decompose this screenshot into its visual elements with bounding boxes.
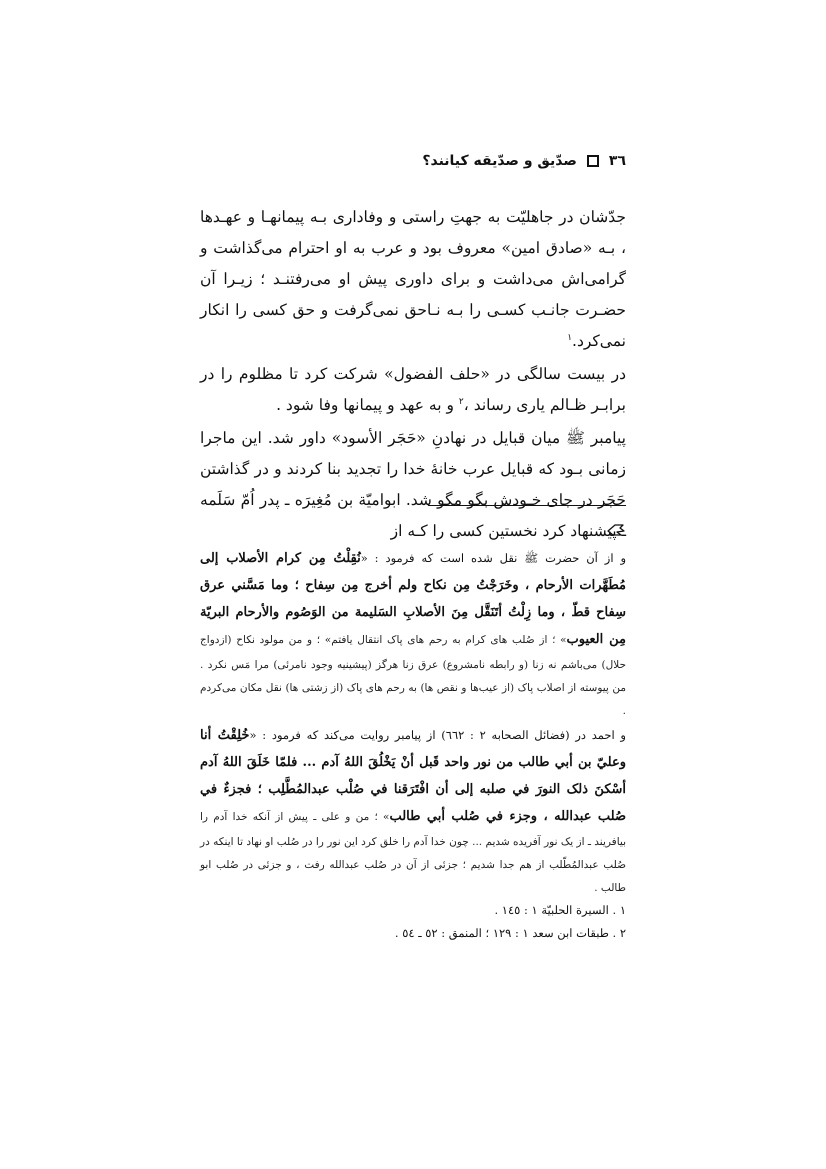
- running-header: [200, 150, 626, 172]
- footnote-ref-2[interactable]: ٢: [458, 396, 464, 407]
- footnote-ref-1[interactable]: ١: [567, 332, 573, 343]
- page-number: ٣٦: [608, 153, 626, 169]
- paragraph-2: در بیست سالگی در «حلف الفضول» شرکت کرد تا مظلوم را در برابـر ظـالم یاری رساند ،$^٢$ و به عهد و پیمانها وفا شود .: [200, 365, 626, 414]
- footnote-continuation-1: و از آن حضرت ﷺ نقل شده است که فرمود : «نُقِلْتُ مِن کرام الأصلاب إلى مُطَهَّرات الأرحام ، وخَرَجْتُ مِن نکاح ولم أخرج مِن سِفاح ؛ وما مَسَّني عرق سِفاح قطّ ، وما زِلْتُ أتَنَقَّل مِنَ الأصلابِ السَلیمة من الوَصُوم والأرحام البريّة مِن العیوب» ؛ از صُلب های کرام به رحم های پاک انتقال یافتم» ؛ و من مولود نکاح (ازدواج حلال) می‌باشم نه زنا (و رابطه نامشروع) عرق زنا هرگز (پیشینیه وجود نامرئی) مرا مَس نکرد . من پیوسته از اصلاب پاک (از عیب‌ها و نقص ها) به رحم های پاک (از زشتی ها) نقل مکان می‌کردم .: [200, 551, 626, 717]
- footnote-1: ١ . السیرة الحلبیّة ١ : ١٤٥ .: [494, 903, 626, 917]
- pen-icon: [606, 522, 626, 538]
- footnote-continuation-2: و احمد در (فضائل الصحابه ٢ : ٦٦٢) از پیامبر روایت می‌کند که فرمود : «خُلِقْتُ أنا وعليّ بن أبي طالب من نور واحد قَبل أنْ یَخْلُقَ اللهُ آدم ... فلمّا خَلَقَ اللهُ آدم أسْکنَ ذلک النورَ في صلبه إلى أن افْتَرَقنا في صُلْب عبدالمُطَّلِب ؛ فجزءٌ في صُلب عبدالله ، وجزء في صُلب أبي طالب» ؛ من و علی ـ پیش از آنکه خدا آدم را بیافریند ـ از یک نور آفریده شدیم ... چون خدا آدم را خلق کرد این نور را در صُلب او نهاد تا اینکه در صُلب عبدالمُطّلب از هم جدا شدیم ؛ جزئی از آن در صُلب عبدالله رفت ، و جزئی در صُلب ابو طالب .: [200, 728, 626, 894]
- arabic-hadith-2: خُلِقْتُ أنا وعليّ بن أبي طالب من نور واحد قَبل أنْ یَخْلُقَ اللهُ آدم ... فلمّا خَلَقَ اللهُ آدم أسْکنَ ذلک النورَ في صلبه إلى أن افْتَرَقنا في صُلْب عبدالمُطَّلِب ؛ فجزءٌ في صُلب عبدالله ، وجزء في صُلب أبي طالب: [200, 728, 626, 824]
- paragraph-3: پیامبر ﷺ میان قبایل در نهادنِ «حَجَر الأسود» داور شد. این ماجرا زمانی بـود که قبایل عرب خانهٔ خدا را تجدید بنا کردند و در گذاشتن حَجَر در جای خـودش بگو مگو شد. ابوامیّة بن مُغِیرَه ـ پدر اُمّ سَلَمه ـ پیشنهاد کرد نخستین کسی را کـه از: [200, 429, 626, 540]
- main-text: [200, 202, 626, 547]
- footnote-2: ٢ . طبقات ابن سعد ١ : ١٢٩ ؛ المنمق : ٥٢ ـ ٥٤ .: [394, 926, 626, 940]
- footnote-divider: [428, 505, 626, 506]
- square-box-icon: [587, 155, 599, 167]
- paragraph-1: جدّشان در جاهلیّت به جهتِ راستی و وفاداری بـه پیمانهـا و عهـدها ، بـه «صادق امین» معروف بود و عرب به او احترام می‌گذاشت و گرامی‌اش می‌داشت و برای داوری پیش او می‌رفتنـد ؛ زیـرا آن حضـرت جانـب کسـی را بـه نـاحق نمی‌گرفت و حق کسی را انکار نمی‌کرد.$^١$: [200, 208, 626, 350]
- chapter-title: صدّیق و صدّیقه کیانند؟: [422, 153, 577, 169]
- footnotes: [200, 545, 626, 945]
- arabic-hadith-1: نُقِلْتُ مِن کرام الأصلاب إلى مُطَهَّرات الأرحام ، وخَرَجْتُ مِن نکاح ولم أخرج مِن سِفاح ؛ وما مَسَّني عرق سِفاح قطّ ، وما زِلْتُ أتَنَقَّل مِنَ الأصلابِ السَلیمة من الوَصُوم والأرحام البريّة مِن العیوب: [200, 551, 626, 647]
